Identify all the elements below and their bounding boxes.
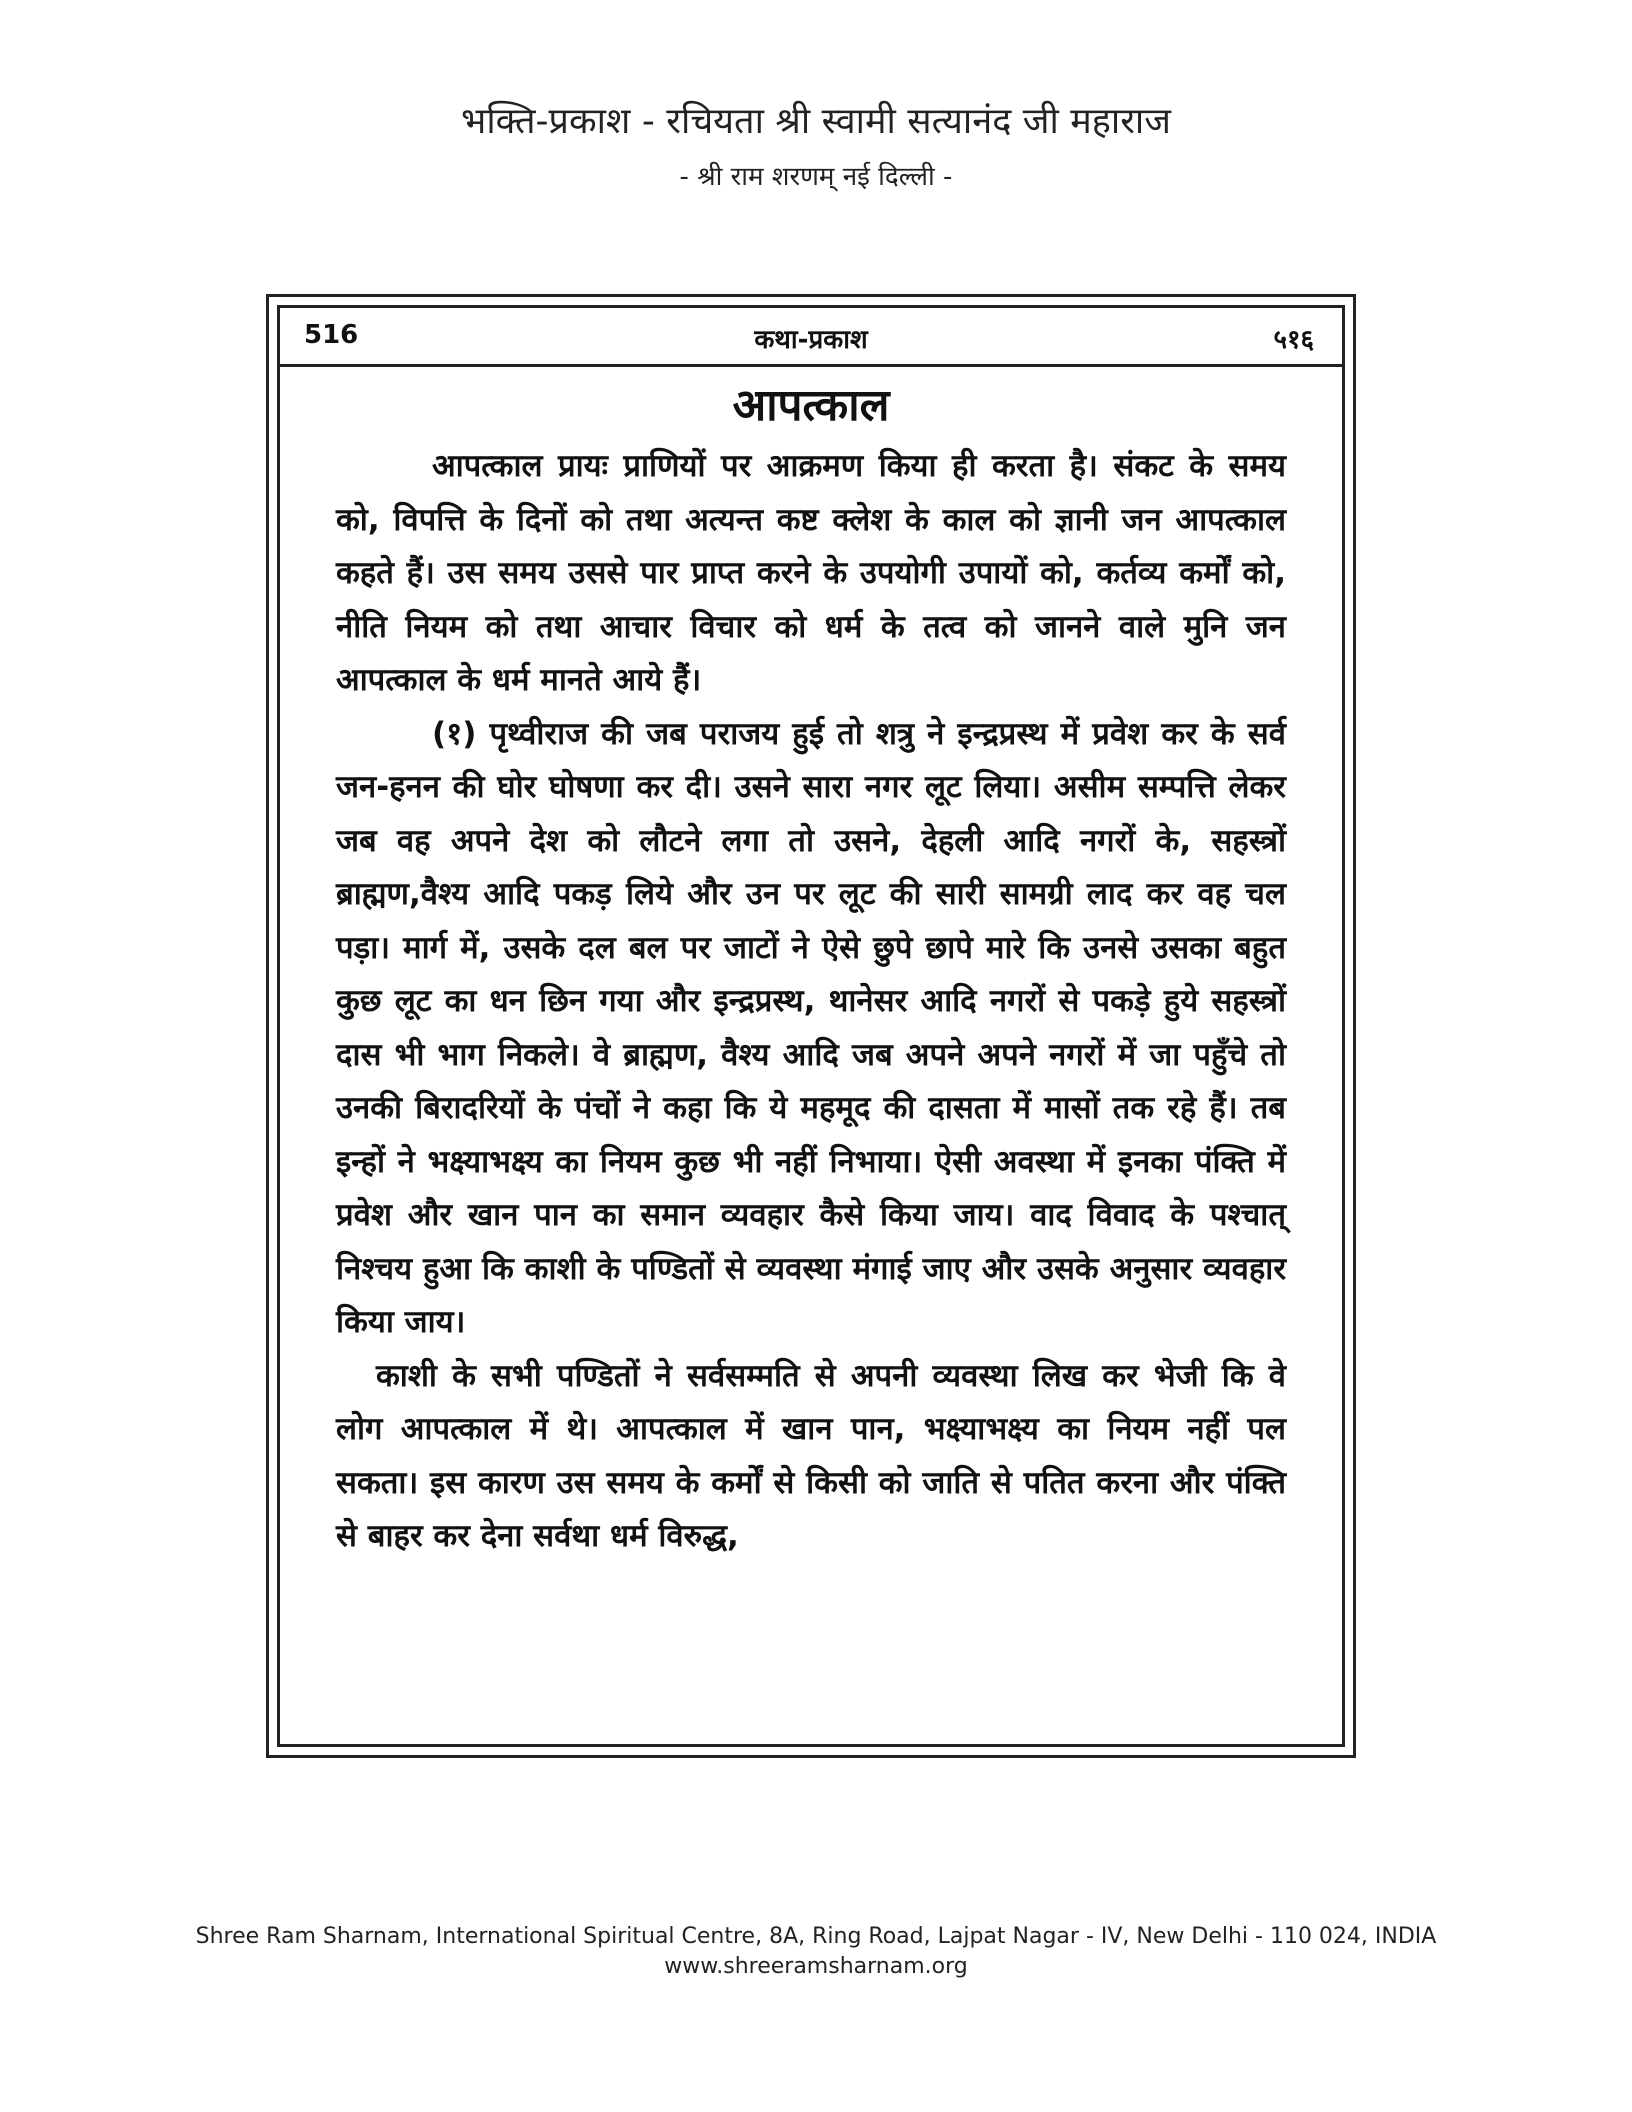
running-head: [280, 308, 1342, 367]
page-frame: [266, 294, 1356, 1758]
section-title: कथा-प्रकाश: [754, 325, 868, 355]
page-body: [336, 374, 1286, 1564]
footer-address: Shree Ram Sharnam, International Spiritual Centre, 8A, Ring Road, Lajpat Nagar - IV, New Delhi - 110 024, INDIA: [195, 1924, 1437, 1949]
page-number-arabic: 516: [304, 320, 359, 350]
chapter-title: आपत्काल: [732, 380, 890, 431]
paragraph-2: (१) पृथ्वीराज की जब पराजय हुई तो शत्रु ने इन्द्रप्रस्थ में प्रवेश कर के सर्व जन-हनन की घोर घोषणा कर दी। उसने सारा नगर लूट लिया। असीम सम्पत्ति लेकर जब वह अपने देश को लौटने लगा तो उसने, देहली आदि नगरों के, सहस्त्रों ब्राह्मण,वैश्य आदि पकड़ लिये और उन पर लूट की सारी सामग्री लाद कर वह चल पड़ा। मार्ग में, उसके दल बल पर जाटों ने ऐसे छुपे छापे मारे कि उनसे उसका बहुत कुछ लूट का धन छिन गया और इन्द्रप्रस्थ, थानेसर आदि नगरों से पकड़े हुये सहस्त्रों दास भी भाग निकले। वे ब्राह्मण, वैश्य आदि जब अपने अपने नगरों में जा पहुँचे तो उनकी बिरादरियों के पंचों ने कहा कि ये महमूद की दासता में मासों तक रहे हैं। तब इन्हों ने भक्ष्याभक्ष्य का नियम कुछ भी नहीं निभाया। ऐसी अवस्था में इनका पंक्ति में प्रवेश और खान पान का समान व्यवहार कैसे किया जाय। वाद विवाद के पश्चात् निश्चय हुआ कि काशी के पण्डितों से व्यवस्था मंगाई जाए और उसके अनुसार व्यवहार किया जाय।: [336, 715, 1286, 1340]
paragraph-1: आपत्काल प्रायः प्राणियों पर आक्रमण किया ही करता है। संकट के समय को, विपत्ति के दिनों को तथा अत्यन्त कष्ट क्लेश के काल को ज्ञानी जन आपत्काल कहते हैं। उस समय उससे पार प्राप्त करने के उपयोगी उपायों को, कर्तव्य कर्मों को, नीति नियम को तथा आचार विचार को धर्म के तत्व को जानने वाले मुनि जन आपत्काल के धर्म मानते आये हैं।: [336, 448, 1286, 698]
page-number-devanagari: ५१६: [1273, 325, 1314, 355]
page-inner-frame: [277, 305, 1345, 1747]
footer-website: www.shreeramsharnam.org: [664, 1954, 968, 1979]
document-header-title: भक्ति-प्रकाश - रचियता श्री स्वामी सत्यानंद जी महाराज: [461, 101, 1171, 142]
document-header-subtitle: - श्री राम शरणम् नई दिल्ली -: [679, 162, 953, 192]
paragraph-3: काशी के सभी पण्डितों ने सर्वसम्मति से अपनी व्यवस्था लिख कर भेजी कि वे लोग आपत्काल में थे। आपत्काल में खान पान, भक्ष्याभक्ष्य का नियम नहीं पल सकता। इस कारण उस समय के कर्मों से किसी को जाति से पतित करना और पंक्ति से बाहर कर देना सर्वथा धर्म विरुद्ध,: [336, 1357, 1286, 1554]
